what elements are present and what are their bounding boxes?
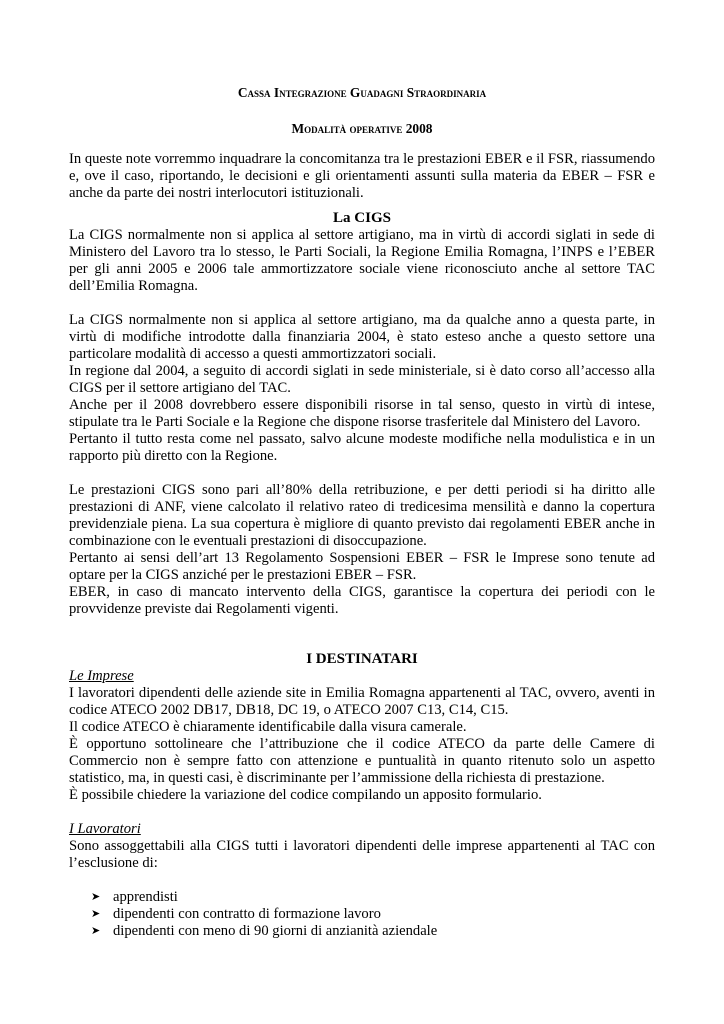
cigs-paragraph-6: Le prestazioni CIGS sono pari all’80% della retribuzione, e per detti periodi si ha diritto alle prestazioni di ANF, viene calcolato il relativo rateo di tredicesima mensilità e danno la copertura previdenziale piena. La sua copertura è migliore di quanto previsto dai regolamenti EBER anche in combinazione con le eventuali prestazioni di disoccupazione. — [69, 482, 655, 549]
arrow-bullet-icon: ➤ — [91, 891, 101, 903]
document-title: Cassa Integrazione Guadagni Straordinaria — [237, 85, 487, 100]
cigs-paragraph-4: Anche per il 2008 dovrebbero essere disponibili risorse in tal senso, questo in virtù di intese, stipulate tra le Parti Sociale e la Regione che dispone risorse trasferitele dal Ministero del Lavoro. — [69, 397, 655, 430]
exclusions-list — [69, 889, 655, 940]
subheading-lavoratori: I Lavoratori — [69, 821, 141, 837]
arrow-bullet-icon: ➤ — [91, 908, 101, 920]
cigs-paragraph-5: Pertanto il tutto resta come nel passato, salvo alcune modeste modifiche nella modulistica e in un rapporto più diretto con la Regione. — [69, 431, 655, 464]
subheading-imprese: Le Imprese — [69, 668, 134, 684]
cigs-paragraph-1: La CIGS normalmente non si applica al settore artigiano, ma in virtù di accordi siglati in sede di Ministero del Lavoro tra lo stesso, le Parti Sociali, la Regione Emilia Romagna, l’INPS e l’EBER per gli anni 2005 e 2006 tale ammortizzatore sociale viene riconosciuto anche al settore TAC dell’Emilia Romagna. — [69, 227, 655, 294]
imprese-paragraph-2: Il codice ATECO è chiaramente identificabile dalla visura camerale. — [69, 719, 467, 735]
document-subtitle: Modalità operative 2008 — [291, 121, 433, 136]
cigs-paragraph-3: In regione dal 2004, a seguito di accordi siglati in sede ministeriale, si è dato corso all’accesso alla CIGS per il settore artigiano del TAC. — [69, 363, 655, 396]
list-item-text: dipendenti con meno di 90 giorni di anzianità aziendale — [113, 923, 438, 939]
cigs-paragraph-7: Pertanto ai sensi dell’art 13 Regolamento Sospensioni EBER – FSR le Imprese sono tenute ad optare per la CIGS anziché per le prestazioni EBER – FSR. — [69, 550, 655, 583]
list-item-text: apprendisti — [113, 889, 178, 905]
cigs-paragraph-8: EBER, in caso di mancato intervento della CIGS, garantisce la copertura dei periodi con le provvidenze previste dai Regolamenti vigenti. — [69, 584, 655, 617]
imprese-paragraph-4: È possibile chiedere la variazione del codice compilando un apposito formulario. — [69, 787, 542, 803]
list-item — [91, 923, 655, 940]
list-item-text: dipendenti con contratto di formazione lavoro — [113, 906, 381, 922]
intro-paragraph: In queste note vorremmo inquadrare la concomitanza tra le prestazioni EBER e il FSR, riassumendo e, ove il caso, riportando, le decisioni e gli orientamenti assunti sulla materia da EBER – FSR e anche da parte dei nostri interlocutori istituzionali. — [69, 151, 655, 201]
section-heading-cigs: La CIGS — [333, 210, 391, 226]
list-item — [91, 889, 655, 906]
cigs-paragraph-2: La CIGS normalmente non si applica al settore artigiano, ma da qualche anno a questa parte, in virtù di modifiche introdotte dalla finanziaria 2004, è stato esteso anche a questo settore una particolare modalità di accesso a questi ammortizzatori sociali. — [69, 312, 655, 362]
document-body — [69, 84, 655, 940]
imprese-paragraph-1: I lavoratori dipendenti delle aziende site in Emilia Romagna appartenenti al TAC, ovvero, aventi in codice ATECO 2002 DB17, DB18, DC 19, o ATECO 2007 C13, C14, C15. — [69, 685, 655, 718]
section-heading-destinatari: I DESTINATARI — [306, 651, 418, 667]
list-item — [91, 906, 655, 923]
lavoratori-paragraph-1: Sono assoggettabili alla CIGS tutti i lavoratori dipendenti delle imprese appartenenti al TAC con l’esclusione di: — [69, 838, 655, 871]
arrow-bullet-icon: ➤ — [91, 925, 101, 937]
imprese-paragraph-3: È opportuno sottolineare che l’attribuzione che il codice ATECO da parte delle Camere di Commercio non è sempre fatto con attenzione e puntualità in quanto ritenuto solo un aspetto statistico, ma, in questi casi, è discriminante per l’ammissione della richiesta di prestazione. — [69, 736, 655, 786]
